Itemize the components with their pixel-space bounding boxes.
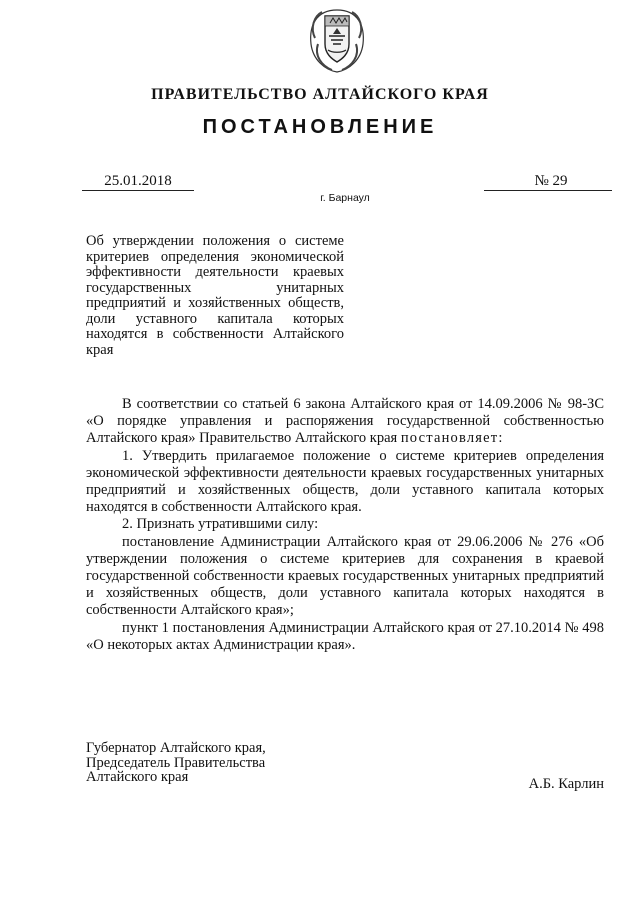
signer-name: А.Б. Карлин xyxy=(528,776,604,792)
document-city: г. Барнаул xyxy=(320,192,370,204)
document-type-title: ПОСТАНОВЛЕНИЕ xyxy=(202,116,438,138)
altai-krai-coat-of-arms-icon xyxy=(306,4,368,76)
signature-line-2: Председатель Правительства xyxy=(86,754,266,771)
document-subject: Об утверждении положения о системе критериев определения экономической эффективности деятельности краевых государственных унитарных предприятий и хозяйственных обществ, доли уставного капитала которых находятся в собственности Алтайского края xyxy=(86,233,344,358)
item-2-paragraph: 2. Признать утратившими силу: xyxy=(122,516,319,533)
document-date: 25.01.2018 xyxy=(104,173,172,189)
document-number-field xyxy=(484,172,612,191)
document-date-field xyxy=(82,172,194,191)
date-underline xyxy=(82,190,194,191)
signature-title-block xyxy=(86,741,326,785)
number-underline xyxy=(484,190,612,191)
document-number: № 29 xyxy=(534,173,568,189)
resolves-word: постановляет: xyxy=(400,430,504,447)
government-name: ПРАВИТЕЛЬСТВО АЛТАЙСКОГО КРАЯ xyxy=(151,86,489,103)
signature-line-3: Алтайского края xyxy=(86,769,189,785)
item-2b-paragraph: пункт 1 постановления Администрации Алтайского края от 27.10.2014 № 498 «О некоторых актах Администрации края». xyxy=(86,619,604,653)
document-body xyxy=(86,396,604,654)
signature-line-1: Губернатор Алтайского края, xyxy=(86,740,266,756)
preamble-text: В соответствии со статьей 6 закона Алтайского края от 14.09.2006 № 98-ЗС «О порядке управления и распоряжения государственной собственностью Алтайского края» Правительство Алтайского края xyxy=(86,396,604,447)
item-1-paragraph: 1. Утвердить прилагаемое положение о системе критериев определения экономической эффективности деятельности краевых государственных унитарных предприятий и хозяйственных обществ, доли уставного капитала которых находятся в собственности Алтайского края. xyxy=(86,447,604,516)
preamble-paragraph xyxy=(86,396,604,448)
item-2a-paragraph: постановление Администрации Алтайского края от 29.06.2006 № 276 «Об утверждении положения о системе критериев для сохранения в краевой государственной собственности краевых государственных унитарных предприятий и хозяйственных обществ, доли уставного капитала которых находятся в собственности Алтайского края»; xyxy=(86,533,604,619)
